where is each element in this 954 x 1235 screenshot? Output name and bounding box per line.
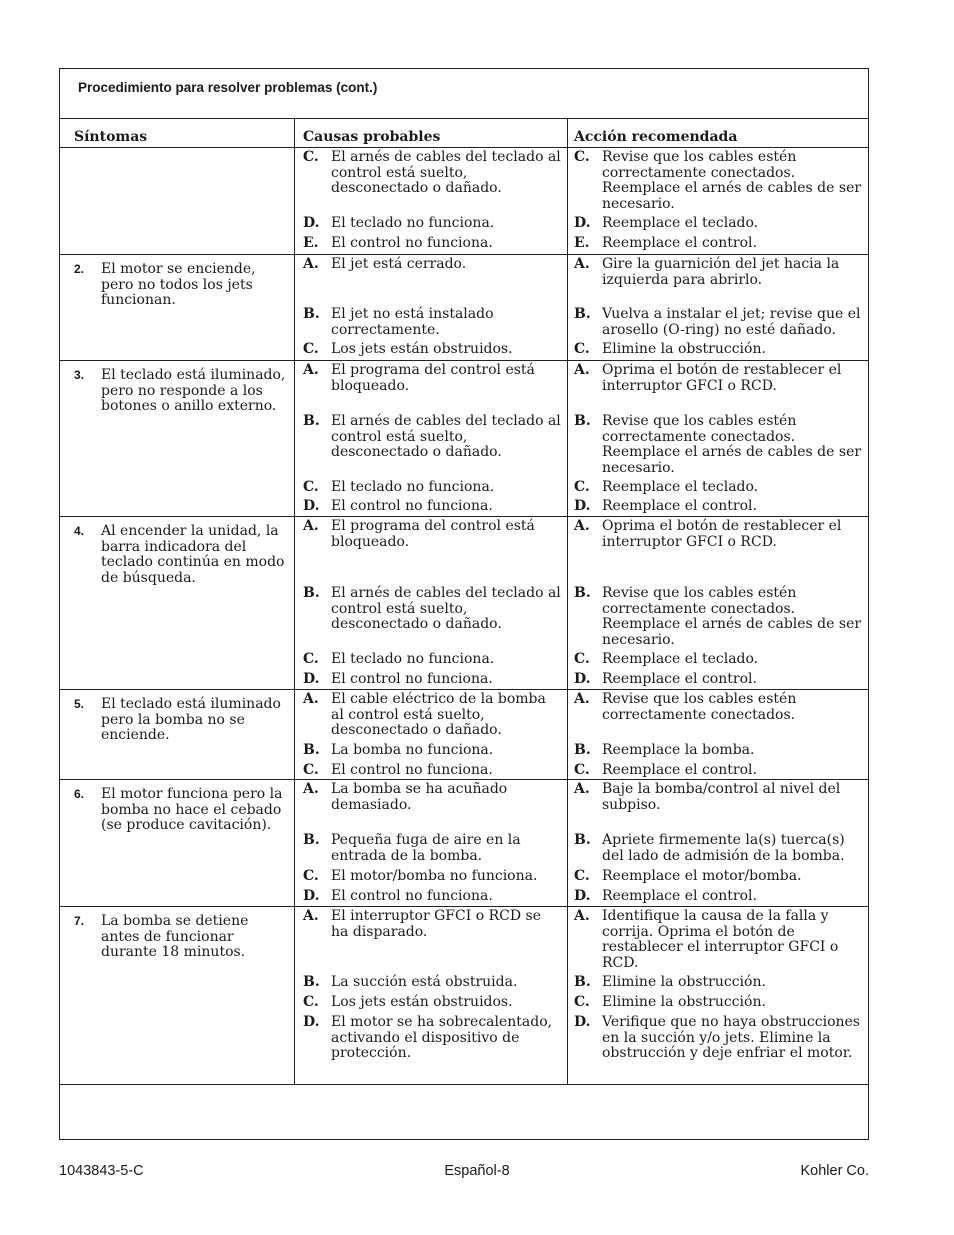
recommended-action <box>574 743 864 759</box>
row-divider <box>59 689 869 690</box>
item-letter: C. <box>303 341 319 357</box>
symptom-number: 7. <box>74 914 85 928</box>
cause-text: La succión está obstruida. <box>331 974 518 990</box>
cause-text: El control no funciona. <box>331 235 493 251</box>
recommended-action <box>574 763 864 779</box>
table-bottom-divider <box>59 1084 869 1085</box>
action-text: Revise que los cables estén correctamente conectados. Reemplace el arnés de cables de ser necesario. <box>602 149 862 212</box>
probable-cause <box>303 257 561 273</box>
action-text: Oprima el botón de restablecer el interruptor GFCI o RCD. <box>602 518 842 550</box>
item-letter: B. <box>574 585 591 601</box>
recommended-action <box>574 363 864 394</box>
cause-text: La bomba no funciona. <box>331 742 494 758</box>
probable-cause <box>303 342 561 358</box>
probable-cause <box>303 150 561 197</box>
doc-number: 1043843-5-C <box>59 1163 144 1179</box>
item-letter: D. <box>574 671 591 687</box>
item-letter: C. <box>303 149 319 165</box>
cause-text: El arnés de cables del teclado al control está suelto, desconectado o dañado. <box>331 149 561 196</box>
recommended-action <box>574 833 864 864</box>
recommended-action <box>574 586 864 648</box>
symptom-cell <box>74 914 286 961</box>
item-letter: D. <box>303 888 320 904</box>
cause-text: El programa del control está bloqueado. <box>331 362 535 394</box>
item-letter: C. <box>574 762 590 778</box>
recommended-action <box>574 216 864 232</box>
cause-text: Los jets están obstruidos. <box>331 994 513 1010</box>
cause-text: El teclado no funciona. <box>331 215 495 231</box>
probable-cause <box>303 763 561 779</box>
action-text: Baje la bomba/control al nivel del subpiso. <box>602 781 841 813</box>
symptom-cell <box>74 524 286 586</box>
probable-cause <box>303 414 561 461</box>
probable-cause <box>303 307 561 338</box>
item-letter: D. <box>303 498 320 514</box>
item-letter: C. <box>303 651 319 667</box>
symptom-number: 2. <box>74 262 85 276</box>
symptom-number: 4. <box>74 524 85 538</box>
item-letter: B. <box>303 974 320 990</box>
symptom-cell <box>74 697 286 744</box>
action-text: Elimine la obstrucción. <box>602 994 766 1010</box>
action-text: Reemplace el control. <box>602 498 757 514</box>
symptom-text: El teclado está iluminado, pero no responde a los botones o anillo externo. <box>101 367 286 414</box>
recommended-action <box>574 236 864 252</box>
cause-text: El cable eléctrico de la bomba al control está suelto, desconectado o dañado. <box>331 691 546 738</box>
symptom-text: Al encender la unidad, la barra indicadora del teclado continúa en modo de búsqueda. <box>101 523 285 586</box>
item-letter: E. <box>574 235 590 251</box>
cause-text: El control no funciona. <box>331 762 493 778</box>
item-letter: A. <box>574 691 590 707</box>
item-letter: B. <box>574 974 591 990</box>
action-text: Reemplace el control. <box>602 671 757 687</box>
probable-cause <box>303 672 561 688</box>
item-letter: A. <box>574 256 590 272</box>
item-letter: E. <box>303 235 319 251</box>
cause-text: El motor/bomba no funciona. <box>331 868 538 884</box>
row-divider <box>59 906 869 907</box>
probable-cause <box>303 889 561 905</box>
recommended-action <box>574 975 864 991</box>
recommended-action <box>574 889 864 905</box>
action-text: Vuelva a instalar el jet; revise que el arosello (O-ring) no esté dañado. <box>602 306 861 338</box>
item-letter: B. <box>303 585 320 601</box>
item-letter: B. <box>574 832 591 848</box>
action-text: Reemplace el teclado. <box>602 479 759 495</box>
recommended-action <box>574 257 864 288</box>
item-letter: A. <box>303 691 319 707</box>
row-divider <box>59 254 869 255</box>
symptom-number: 3. <box>74 368 85 382</box>
probable-cause <box>303 833 561 864</box>
action-text: Reemplace el control. <box>602 762 757 778</box>
item-letter: D. <box>574 1014 591 1030</box>
action-text: Reemplace el motor/bomba. <box>602 868 802 884</box>
item-letter: A. <box>303 518 319 534</box>
symptom-number: 6. <box>74 787 85 801</box>
cause-text: La bomba se ha acuñado demasiado. <box>331 781 508 813</box>
action-text: Reemplace el teclado. <box>602 215 759 231</box>
recommended-action <box>574 672 864 688</box>
item-letter: C. <box>574 651 590 667</box>
cause-text: Pequeña fuga de aire en la entrada de la bomba. <box>331 832 521 864</box>
item-letter: D. <box>574 498 591 514</box>
item-letter: B. <box>303 742 320 758</box>
recommended-action <box>574 307 864 338</box>
item-letter: D. <box>303 1014 320 1030</box>
item-letter: A. <box>303 362 319 378</box>
probable-cause <box>303 216 561 232</box>
symptom-text: El motor se enciende, pero no todos los jets funcionan. <box>101 261 256 308</box>
cause-text: El control no funciona. <box>331 498 493 514</box>
row-divider <box>59 779 869 780</box>
action-text: Apriete firmemente la(s) tuerca(s) del lado de admisión de la bomba. <box>602 832 845 864</box>
action-text: Elimine la obstrucción. <box>602 974 766 990</box>
recommended-action <box>574 995 864 1011</box>
item-letter: B. <box>574 742 591 758</box>
probable-cause <box>303 782 561 813</box>
action-text: Revise que los cables estén correctamente conectados. <box>602 691 797 723</box>
item-letter: D. <box>303 671 320 687</box>
recommended-action <box>574 342 864 358</box>
item-letter: D. <box>574 888 591 904</box>
action-text: Reemplace el control. <box>602 235 757 251</box>
probable-cause <box>303 499 561 515</box>
cause-text: Los jets están obstruidos. <box>331 341 513 357</box>
item-letter: D. <box>574 215 591 231</box>
action-text: Reemplace el teclado. <box>602 651 759 667</box>
probable-cause <box>303 586 561 633</box>
action-text: Revise que los cables estén correctamente conectados. Reemplace el arnés de cables de ser necesario. <box>602 413 862 476</box>
item-letter: A. <box>574 781 590 797</box>
item-letter: C. <box>574 341 590 357</box>
cause-text: El jet está cerrado. <box>331 256 467 272</box>
recommended-action <box>574 652 864 668</box>
column-divider-1 <box>294 118 295 1084</box>
item-letter: D. <box>303 215 320 231</box>
header-symptoms: Síntomas <box>74 129 148 145</box>
item-letter: B. <box>303 306 320 322</box>
recommended-action <box>574 519 864 550</box>
item-letter: A. <box>574 362 590 378</box>
header-actions: Acción recomendada <box>574 129 738 145</box>
action-text: Identifique la causa de la falla y corrija. Oprima el botón de restablecer el interruptor GFCI o RCD. <box>602 908 839 971</box>
symptom-number: 5. <box>74 697 85 711</box>
probable-cause <box>303 652 561 668</box>
recommended-action <box>574 150 864 212</box>
item-letter: C. <box>574 149 590 165</box>
action-text: Reemplace el control. <box>602 888 757 904</box>
probable-cause <box>303 909 561 940</box>
table-title: Procedimiento para resolver problemas (cont.) <box>78 80 378 95</box>
column-divider-2 <box>567 118 568 1084</box>
item-letter: C. <box>574 994 590 1010</box>
action-text: Revise que los cables estén correctamente conectados. Reemplace el arnés de cables de ser necesario. <box>602 585 862 648</box>
probable-cause <box>303 869 561 885</box>
action-text: Gire la guarnición del jet hacia la izquierda para abrirlo. <box>602 256 840 288</box>
symptom-cell <box>74 262 286 309</box>
company-name: Kohler Co. <box>800 1163 869 1179</box>
page-number: Español-8 <box>444 1163 510 1179</box>
item-letter: C. <box>303 994 319 1010</box>
action-text: Reemplace la bomba. <box>602 742 755 758</box>
symptom-text: El teclado está iluminado pero la bomba no se enciende. <box>101 696 281 743</box>
probable-cause <box>303 519 561 550</box>
probable-cause <box>303 1015 561 1062</box>
action-text: Elimine la obstrucción. <box>602 341 766 357</box>
recommended-action <box>574 782 864 813</box>
cause-text: El arnés de cables del teclado al control está suelto, desconectado o dañado. <box>331 585 561 632</box>
probable-cause <box>303 995 561 1011</box>
item-letter: A. <box>303 256 319 272</box>
item-letter: A. <box>303 908 319 924</box>
probable-cause <box>303 975 561 991</box>
symptom-cell <box>74 368 286 415</box>
recommended-action <box>574 480 864 496</box>
symptom-text: La bomba se detiene antes de funcionar durante 18 minutos. <box>101 913 249 960</box>
probable-cause <box>303 236 561 252</box>
item-letter: C. <box>574 868 590 884</box>
cause-text: El jet no está instalado correctamente. <box>331 306 494 338</box>
cause-text: El arnés de cables del teclado al control está suelto, desconectado o dañado. <box>331 413 561 460</box>
cause-text: El motor se ha sobrecalentado, activando el dispositivo de protección. <box>331 1014 553 1061</box>
header-causes: Causas probables <box>303 129 441 145</box>
item-letter: C. <box>303 762 319 778</box>
item-letter: C. <box>303 868 319 884</box>
row-divider <box>59 360 869 361</box>
cause-text: El control no funciona. <box>331 888 493 904</box>
item-letter: B. <box>303 832 320 848</box>
cause-text: El programa del control está bloqueado. <box>331 518 535 550</box>
action-text: Oprima el botón de restablecer el interruptor GFCI o RCD. <box>602 362 842 394</box>
probable-cause <box>303 743 561 759</box>
symptom-text: El motor funciona pero la bomba no hace el cebado (se produce cavitación). <box>101 786 283 833</box>
item-letter: A. <box>574 518 590 534</box>
item-letter: A. <box>574 908 590 924</box>
cause-text: El teclado no funciona. <box>331 479 495 495</box>
recommended-action <box>574 909 864 971</box>
item-letter: A. <box>303 781 319 797</box>
title-divider <box>59 118 869 119</box>
probable-cause <box>303 363 561 394</box>
recommended-action <box>574 414 864 476</box>
item-letter: B. <box>574 413 591 429</box>
row-divider <box>59 516 869 517</box>
item-letter: C. <box>303 479 319 495</box>
item-letter: C. <box>574 479 590 495</box>
probable-cause <box>303 480 561 496</box>
recommended-action <box>574 1015 864 1062</box>
item-letter: B. <box>303 413 320 429</box>
recommended-action <box>574 692 864 723</box>
recommended-action <box>574 499 864 515</box>
item-letter: B. <box>574 306 591 322</box>
cause-text: El control no funciona. <box>331 671 493 687</box>
header-divider <box>59 147 869 148</box>
probable-cause <box>303 692 561 739</box>
symptom-cell <box>74 787 286 834</box>
cause-text: El interruptor GFCI o RCD se ha disparado. <box>331 908 541 940</box>
cause-text: El teclado no funciona. <box>331 651 495 667</box>
action-text: Verifique que no haya obstrucciones en la succión y/o jets. Elimine la obstrucción y deje enfriar el motor. <box>602 1014 860 1061</box>
recommended-action <box>574 869 864 885</box>
